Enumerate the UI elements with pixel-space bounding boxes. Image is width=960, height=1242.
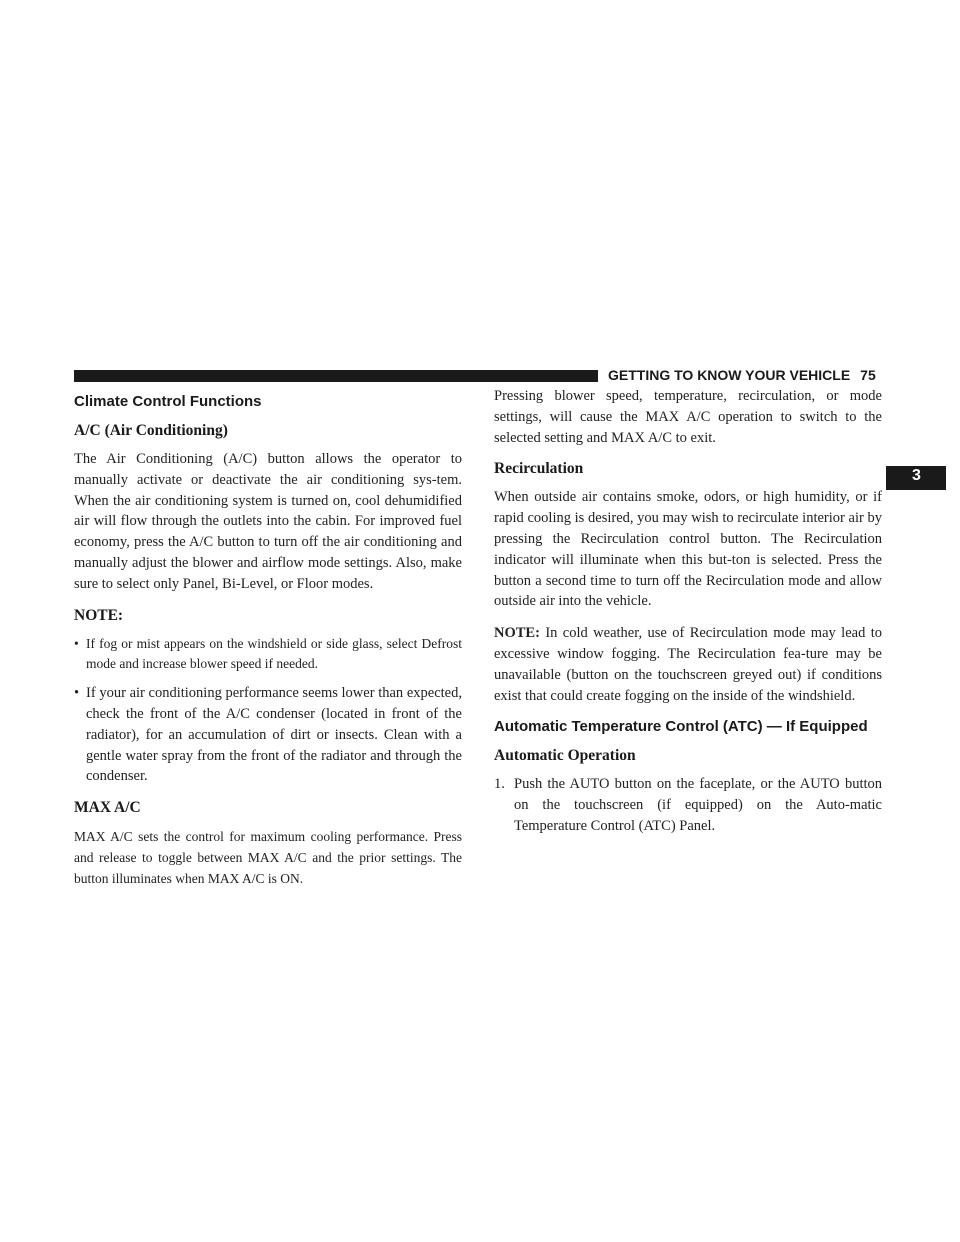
page-number: 75 [860,367,876,383]
maxac-continuation: Pressing blower speed, temperature, recirculation, or mode settings, will cause the MAX A/C operation to switch to the selected setting and MAX A/C to exit. [494,388,882,446]
note-label: NOTE: [74,606,124,624]
bullet-glyph: • [74,635,79,651]
step-text: Push the AUTO button on the faceplate, or the AUTO button on the touchscreen (if equipped) on the Auto-matic Temperature Control (ATC) Panel. [514,776,882,834]
list-item [74,683,462,787]
chapter-tab [886,466,946,490]
running-header [608,367,876,383]
recirc-title: Recirculation [494,460,584,478]
ac-title: A/C (Air Conditioning) [74,422,228,439]
maxac-body: MAX A/C sets the control for maximum cooling performance. Press and release to toggle between MAX A/C and the prior settings. The button illuminates when MAX A/C is ON. [74,829,462,887]
list-item [494,774,882,836]
bullet-text: If fog or mist appears on the windshield or side glass, select Defrost mode and increase blower speed if needed. [86,635,462,672]
atc-title: Automatic Temperature Control (ATC) — If Equipped [494,718,868,736]
recirc-note [494,623,882,706]
recirc-body: When outside air contains smoke, odors, or high humidity, or if rapid cooling is desired, you may wish to recirculate interior air by pressing the Recirculation control button. The Recirculation indicator will illuminate when this but-ton is selected. Press the button a second time to turn off the Recirculation mode and allow outside air into the vehicle. [494,489,882,610]
header-title: GETTING TO KNOW YOUR VEHICLE [608,367,851,383]
note-list [74,634,462,788]
list-item [74,634,462,676]
section-title: Climate Control Functions [74,393,262,410]
left-column [74,392,462,900]
ac-body: The Air Conditioning (A/C) button allows the operator to manually activate or deactivate the air conditioning sys-tem. When the air conditioning system is turned on, cool dehumidified air will flow through the outlets into the cabin. For improved fuel economy, press the A/C button to turn off the air conditioning and manually adjust the blower and airflow mode settings. Also, make sure to select only Panel, Bi-Level, or Floor modes. [74,451,462,592]
bullet-glyph: • [74,685,80,702]
bullet-text: If your air conditioning performance seems lower than expected, check the front of the A/C condenser (located in front of the radiator), for an accumulation of dirt or insects. Clean with a gentle water spray from the front of the radiator and through the condenser. [86,685,462,785]
maxac-section [74,826,462,889]
chapter-number: 3 [912,467,921,484]
auto-op-title: Automatic Operation [494,747,636,765]
header-rule [74,370,598,382]
right-column [494,388,882,837]
note-label: NOTE: [494,625,540,642]
step-list [494,774,882,836]
maxac-title: MAX A/C [74,799,141,817]
step-number: 1. [494,776,505,793]
note-text: In cold weather, use of Recirculation mode may lead to excessive window fogging. The Recirculation fea-ture may be unavailable (button on the touchscreen greyed out) if conditions exist that could create fogging on the inside of the windshield. [494,625,882,704]
